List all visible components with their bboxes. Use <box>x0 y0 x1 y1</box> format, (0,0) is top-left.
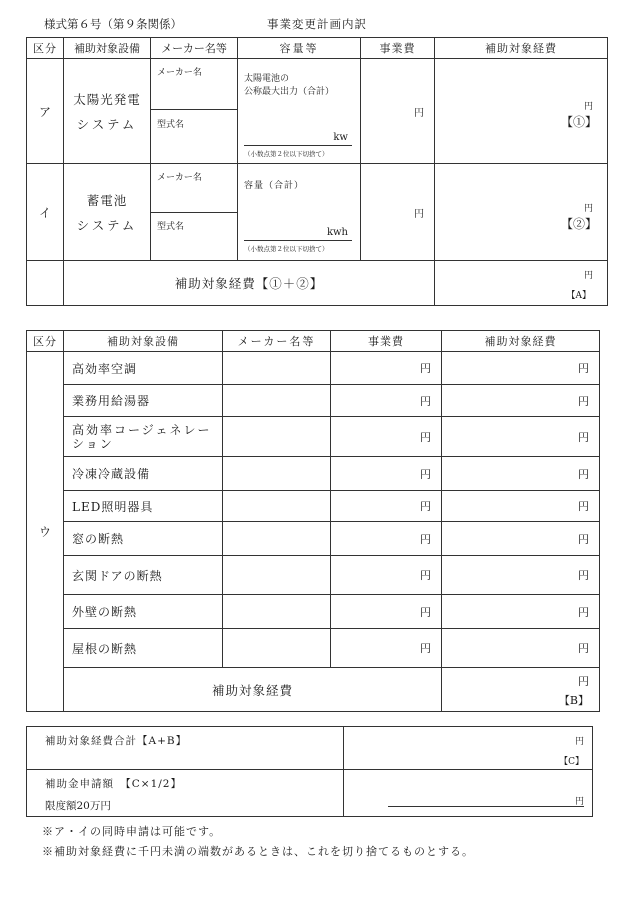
t2-row <box>27 352 600 385</box>
total-b-marker: 【B】 <box>558 694 589 707</box>
header-equipment: 補助対象設備 <box>64 38 151 59</box>
apply-value-cell[interactable] <box>344 770 593 817</box>
sum-marker: 【C】 <box>559 757 584 767</box>
battery-capacity-cell[interactable] <box>238 164 361 261</box>
header-kubun: 区分 <box>27 38 64 59</box>
t2-equipment: LED照明器具 <box>64 491 223 522</box>
plan-table-c <box>26 330 600 712</box>
solar-subsidy-unit: 円 <box>583 102 593 112</box>
t2-subsidy[interactable]: 円 <box>442 556 600 595</box>
battery-capacity-label: 容量（合計） <box>244 181 305 191</box>
t2-maker[interactable] <box>223 385 331 417</box>
solar-subsidy-marker: 【①】 <box>560 115 597 129</box>
t2-cost[interactable]: 円 <box>331 417 442 457</box>
t2-maker[interactable] <box>223 522 331 556</box>
battery-capacity-underline <box>244 240 352 241</box>
row-battery <box>27 164 608 261</box>
summary-sum-row <box>27 727 593 770</box>
apply-unit: 円 <box>574 797 584 807</box>
t2-header-subsidy: 補助対象経費 <box>442 331 600 352</box>
kubun-u: ウ <box>27 352 64 712</box>
battery-maker-field[interactable] <box>151 164 237 213</box>
battery-subsidy-unit: 円 <box>583 204 593 214</box>
sum-unit: 円 <box>574 737 584 747</box>
t2-cost[interactable]: 円 <box>331 491 442 522</box>
t2-subsidy[interactable]: 円 <box>442 417 600 457</box>
battery-equipment-line1: 蓄電池 <box>86 192 128 208</box>
battery-maker-cell <box>151 164 238 261</box>
t2-header-equipment: 補助対象設備 <box>64 331 223 352</box>
total-b-unit: 円 <box>578 675 589 688</box>
solar-capacity-cell[interactable] <box>238 59 361 164</box>
sum-label-cell <box>27 727 344 770</box>
solar-cost[interactable]: 円 <box>361 59 435 164</box>
document-title: 事業変更計画内訳 <box>267 17 367 31</box>
summary-table <box>26 726 593 817</box>
t2-row <box>27 417 600 457</box>
battery-equipment <box>64 164 151 261</box>
solar-capacity-label1: 太陽電池の <box>244 74 290 84</box>
t2-subsidy[interactable]: 円 <box>442 385 600 417</box>
t2-cost[interactable]: 円 <box>331 595 442 629</box>
solar-equipment-line2: システム <box>76 116 138 132</box>
row-total-b <box>27 668 600 712</box>
t2-row <box>27 385 600 417</box>
t2-equipment: 高効率コージェネレーション <box>64 417 223 457</box>
solar-equipment <box>64 59 151 164</box>
solar-maker-label: メーカー名 <box>157 68 202 78</box>
total-b-label: 補助対象経費 <box>64 668 442 712</box>
t2-maker[interactable] <box>223 457 331 491</box>
total-b-cell[interactable] <box>442 668 600 712</box>
t2-cost[interactable]: 円 <box>331 457 442 491</box>
t2-row <box>27 556 600 595</box>
t2-equipment: 屋根の断熱 <box>64 629 223 668</box>
battery-capacity-unit: kwh <box>326 227 348 238</box>
t2-subsidy[interactable]: 円 <box>442 457 600 491</box>
t2-subsidy[interactable]: 円 <box>442 629 600 668</box>
table1-header-row <box>27 38 608 59</box>
sum-label: 補助対象経費合計【A+B】 <box>45 735 188 747</box>
battery-capacity-note: （小数点第２位以下切捨て） <box>244 245 329 253</box>
header-maker: メーカー名等 <box>151 38 238 59</box>
t2-maker[interactable] <box>223 595 331 629</box>
solar-maker-cell <box>151 59 238 164</box>
total-a-label: 補助対象経費【①＋②】 <box>64 261 435 306</box>
t2-equipment: 高効率空調 <box>64 352 223 385</box>
solar-model-field[interactable] <box>151 110 237 163</box>
plan-table-a-b <box>26 37 608 306</box>
kubun-a: ア <box>27 59 64 164</box>
header-capacity: 容量等 <box>238 38 361 59</box>
t2-equipment: 業務用給湯器 <box>64 385 223 417</box>
t2-cost[interactable]: 円 <box>331 522 442 556</box>
t2-cost[interactable]: 円 <box>331 352 442 385</box>
row-solar <box>27 59 608 164</box>
t2-subsidy[interactable]: 円 <box>442 491 600 522</box>
apply-label: 補助金申請額 【C×1/2】 <box>45 778 182 790</box>
t2-maker[interactable] <box>223 629 331 668</box>
t2-header-kubun: 区分 <box>27 331 64 352</box>
solar-capacity-label2: 公称最大出力（合計） <box>244 87 335 97</box>
battery-model-field[interactable] <box>151 213 237 260</box>
t2-row <box>27 595 600 629</box>
kubun-i: イ <box>27 164 64 261</box>
t2-subsidy[interactable]: 円 <box>442 522 600 556</box>
battery-subsidy-marker: 【②】 <box>560 217 597 231</box>
table2-header-row <box>27 331 600 352</box>
t2-maker[interactable] <box>223 352 331 385</box>
total-a-kubun <box>27 261 64 306</box>
t2-row <box>27 522 600 556</box>
battery-cost[interactable]: 円 <box>361 164 435 261</box>
limit-label: 限度額20万円 <box>45 800 111 812</box>
t2-cost[interactable]: 円 <box>331 629 442 668</box>
t2-maker[interactable] <box>223 556 331 595</box>
battery-maker-label: メーカー名 <box>157 173 202 183</box>
t2-header-cost: 事業費 <box>331 331 442 352</box>
sum-value-cell[interactable] <box>344 727 593 770</box>
total-a-cell[interactable] <box>435 261 608 306</box>
battery-equipment-line2: システム <box>76 217 138 233</box>
t2-row <box>27 457 600 491</box>
t2-row <box>27 629 600 668</box>
row-total-a <box>27 261 608 306</box>
battery-model-label: 型式名 <box>157 222 185 232</box>
t2-header-maker: メーカー名等 <box>223 331 331 352</box>
solar-capacity-note: （小数点第２位以下切捨て） <box>244 150 329 158</box>
note-simultaneous: ※ア・イの同時申請は可能です。 <box>42 825 222 838</box>
t2-equipment: 冷凍冷蔵設備 <box>64 457 223 491</box>
battery-subsidy-cell[interactable] <box>435 164 608 261</box>
t2-cost[interactable]: 円 <box>331 556 442 595</box>
note-rounding: ※補助対象経費に千円未満の端数があるときは、これを切り捨てるものとする。 <box>42 845 474 858</box>
t2-maker[interactable] <box>223 491 331 522</box>
total-a-marker: 【A】 <box>566 291 591 301</box>
solar-model-label: 型式名 <box>157 120 185 130</box>
solar-capacity-underline <box>244 145 352 146</box>
apply-underline <box>388 806 584 807</box>
t2-maker[interactable] <box>223 417 331 457</box>
t2-cost[interactable]: 円 <box>331 385 442 417</box>
solar-capacity-unit: kw <box>333 132 348 143</box>
t2-row <box>27 491 600 522</box>
t2-subsidy[interactable]: 円 <box>442 352 600 385</box>
apply-label-cell <box>27 770 344 817</box>
total-a-unit: 円 <box>583 271 593 281</box>
t2-equipment: 外壁の断熱 <box>64 595 223 629</box>
summary-apply-row <box>27 770 593 817</box>
solar-equipment-line1: 太陽光発電 <box>73 91 141 107</box>
solar-subsidy-cell[interactable] <box>435 59 608 164</box>
header-cost: 事業費 <box>361 38 435 59</box>
form-number: 様式第６号（第９条関係） <box>44 17 182 31</box>
t2-equipment: 窓の断熱 <box>64 522 223 556</box>
header-subsidy: 補助対象経費 <box>435 38 608 59</box>
solar-maker-field[interactable] <box>151 59 237 110</box>
t2-equipment: 玄関ドアの断熱 <box>64 556 223 595</box>
t2-subsidy[interactable]: 円 <box>442 595 600 629</box>
